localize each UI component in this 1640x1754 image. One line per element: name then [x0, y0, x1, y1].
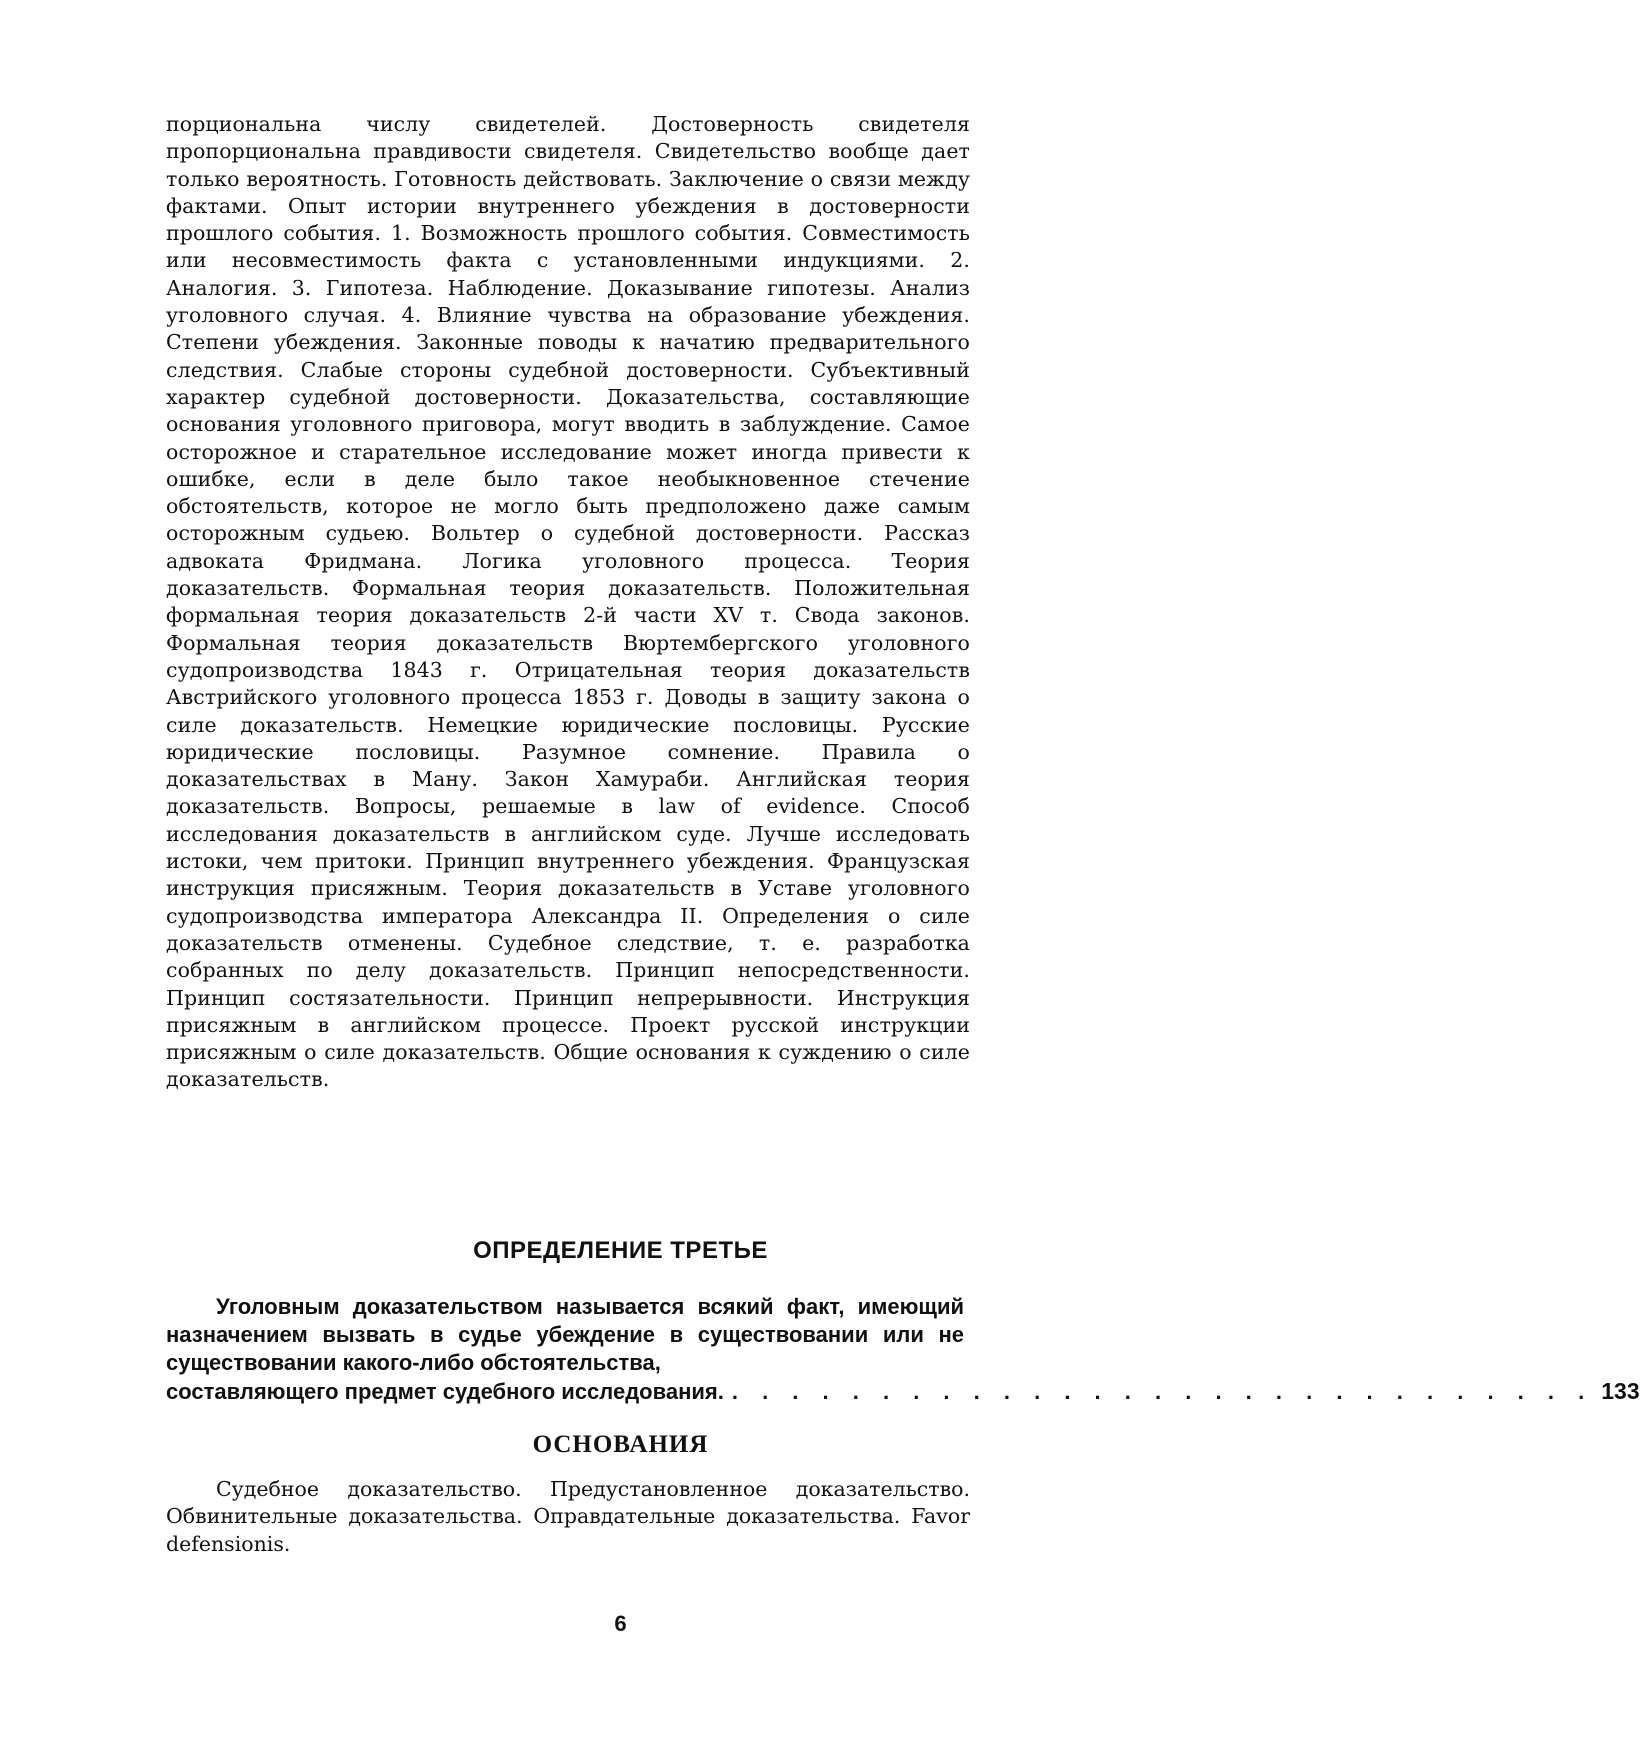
definition-text: Уголовным доказательством называется всякий факт, имеющий назначением вызвать в судье убеждение в существовании или не существовании какого-либо обстоятельства, — [166, 1294, 964, 1375]
grounds-text: Судебное доказательство. Предустановленное доказательство. Обвинительные доказательства. Оправдательные доказательства. Favor defensionis. — [166, 1477, 970, 1556]
page-reference[interactable]: 133 — [1601, 1378, 1640, 1404]
grounds-heading: ОСНОВАНИЯ — [532, 1431, 709, 1458]
leader-dots: . . . . . . . . . . . . . . . . . . . . . . . . . . . . . — [731, 1379, 1594, 1404]
body-paragraph: порциональна числу свидетелей. Достоверность свидетеля пропорциональна правдивости свидетеля. Свидетельство вообще дает только вероятность. Готовность действовать. Заключение о связи между фактами. Опыт истории внутреннего убеждения в достоверности прошлого события. 1. Возможность прошлого события. Совместимость или несовместимость факта с установленными индукциями. 2. Аналогия. 3. Гипотеза. Наблюдение. Доказывание гипотезы. Анализ уголовного случая. 4. Влияние чувства на образование убеждения. Степени убеждения. Законные поводы к начатию предварительного следствия. Слабые стороны судебной достоверности. Субъективный характер судебной достоверности. Доказательства, составляющие основания уголовного приговора, могут вводить в заблуждение. Самое осторожное и старательное исследование может иногда привести к ошибке, если в деле было такое необыкновенное стечение обстоятельств, которое не могло быть предположено даже самым осторожным судьею. Вольтер о судебной достоверности. Рассказ адвоката Фридмана. Логика уголовного процесса. Теория доказательств. Формальная теория доказательств. Положительная формальная теория доказательств 2-й части XV т. Свода законов. Формальная теория доказательств Вюртембергского уголовного судопроизводства 1843 г. Отрицательная теория доказательств Австрийского уголовного процесса 1853 г. Доводы в защиту закона о силе доказательств. Немецкие юридические пословицы. Русские юридические пословицы. Разумное сомнение. Правила о доказательствах в Ману. Закон Хамураби. Английская теория доказательств. Вопросы, решаемые в law of evidence. Способ исследования доказательств в английском суде. Лучше исследовать истоки, чем притоки. Принцип внутреннего убеждения. Французская инструкция присяжным. Теория доказательств в Уставе уголовного судопроизводства императора Александра II. Определения о силе доказательств отменены. Судебное следствие, т. е. разработка собранных по делу доказательств. Принцип непосредственности. Принцип состязательности. Принцип непрерывности. Инструкция присяжным в английском процессе. Проект русской инструкции присяжным о силе доказательств. Общие основания к суждению о силе доказательств. — [166, 112, 970, 1092]
definition-toc-line[interactable] — [166, 1377, 1640, 1405]
definition-last-line: составляющего предмет судебного исследования. — [166, 1379, 724, 1404]
section-heading: ОПРЕДЕЛЕНИЕ ТРЕТЬЕ — [473, 1237, 768, 1264]
page-number: 6 — [614, 1611, 627, 1636]
